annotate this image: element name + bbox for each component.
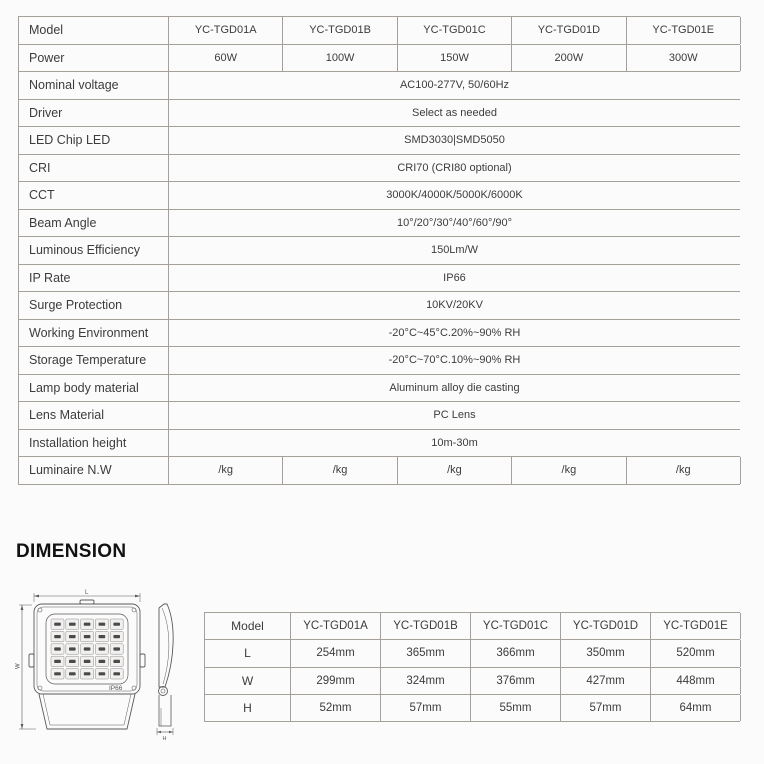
dim-label-l: L [85, 590, 89, 596]
table-row [19, 182, 740, 210]
table-row [19, 127, 740, 155]
cell-value-merged: IP66 [443, 271, 466, 284]
cell-value: 376mm [471, 668, 561, 694]
row-label: Nominal voltage [19, 72, 169, 99]
table-row [19, 155, 740, 183]
cell-value-merged: 10KV/20KV [426, 299, 483, 312]
cell-value-merged: 3000K/4000K/5000K/6000K [386, 189, 523, 202]
cell-value-merged: CRI70 (CRI80 optional) [397, 161, 512, 174]
cell-value-merged: SMD3030|SMD5050 [404, 134, 505, 147]
table-row [19, 265, 740, 293]
cell-value-merged: -20°C~45°C.20%~90% RH [388, 326, 521, 339]
cell-value: 64mm [651, 695, 741, 721]
cell-value: 365mm [381, 640, 471, 666]
dimension-table [204, 612, 740, 722]
row-label: IP Rate [19, 265, 169, 292]
table-row [19, 45, 740, 73]
cell-value: 520mm [651, 640, 741, 666]
cell-value: 60W [169, 45, 283, 72]
column-header: YC-TGD01A [291, 613, 381, 639]
cell-value-merged: -20°C~70°C.10%~90% RH [388, 354, 521, 367]
table-row [19, 17, 740, 45]
cell-value: YC-TGD01C [398, 17, 512, 44]
cell-value: YC-TGD01E [627, 17, 741, 44]
table-row [205, 640, 740, 667]
table-row [19, 430, 740, 458]
row-label: Installation height [19, 430, 169, 457]
row-label: Working Environment [19, 320, 169, 347]
dim-label-w: W [15, 663, 22, 669]
table-row [19, 402, 740, 430]
cell-value: 324mm [381, 668, 471, 694]
table-row [19, 457, 740, 485]
cell-value: 299mm [291, 668, 381, 694]
cell-value: 100W [283, 45, 397, 72]
column-header: YC-TGD01E [651, 613, 741, 639]
row-label: Power [19, 45, 169, 72]
table-row [19, 375, 740, 403]
cell-value-merged: PC Lens [433, 409, 476, 422]
table-header-row [205, 613, 740, 640]
dimension-heading: DIMENSION [16, 541, 127, 562]
row-label: Storage Temperature [19, 347, 169, 374]
cell-value: /kg [512, 457, 626, 484]
row-label: CCT [19, 182, 169, 209]
cell-value: /kg [169, 457, 283, 484]
table-row [19, 292, 740, 320]
row-label: Luminous Efficiency [19, 237, 169, 264]
cell-value: 350mm [561, 640, 651, 666]
row-label: Surge Protection [19, 292, 169, 319]
row-label: W [205, 668, 291, 694]
row-label: L [205, 640, 291, 666]
cell-value: 254mm [291, 640, 381, 666]
cell-value: /kg [398, 457, 512, 484]
row-label: H [205, 695, 291, 721]
cell-value-merged: 150Lm/W [430, 244, 479, 257]
table-row [19, 210, 740, 238]
row-label: Beam Angle [19, 210, 169, 237]
cell-value: 55mm [471, 695, 561, 721]
side-view-drawing [157, 604, 173, 735]
table-row [19, 237, 740, 265]
cell-value-merged: Select as needed [411, 106, 497, 119]
dim-label-h: H [162, 736, 167, 742]
cell-value-merged: AC100-277V, 50/60Hz [399, 79, 510, 92]
cell-value: 57mm [381, 695, 471, 721]
cell-value: 150W [398, 45, 512, 72]
cell-value: YC-TGD01A [169, 17, 283, 44]
cell-value-merged: 10m-30m [431, 436, 478, 449]
row-label: CRI [19, 155, 169, 182]
cell-value: YC-TGD01D [512, 17, 626, 44]
row-label: Lamp body material [19, 375, 169, 402]
cell-value: 57mm [561, 695, 651, 721]
cell-value: 448mm [651, 668, 741, 694]
spec-table [18, 16, 740, 485]
cell-value: YC-TGD01B [283, 17, 397, 44]
row-label: LED Chip LED [19, 127, 169, 154]
table-row [19, 100, 740, 128]
cell-value: 52mm [291, 695, 381, 721]
column-header: YC-TGD01B [381, 613, 471, 639]
row-label: Driver [19, 100, 169, 127]
table-row [19, 347, 740, 375]
column-header: YC-TGD01D [561, 613, 651, 639]
cell-value: 200W [512, 45, 626, 72]
cell-value: /kg [283, 457, 397, 484]
product-dimension-drawing [14, 588, 214, 764]
cell-value-merged: Aluminum alloy die casting [389, 381, 520, 394]
led-grid [51, 619, 123, 679]
table-row [19, 320, 740, 348]
cell-value: 300W [627, 45, 741, 72]
table-row [19, 72, 740, 100]
cell-value: /kg [627, 457, 741, 484]
front-view-drawing [19, 593, 145, 729]
table-row [205, 668, 740, 695]
column-header: YC-TGD01C [471, 613, 561, 639]
cell-value-merged: 10°/20°/30°/40°/60°/90° [396, 216, 513, 229]
row-label: Lens Material [19, 402, 169, 429]
cell-value: 366mm [471, 640, 561, 666]
cell-value: 427mm [561, 668, 651, 694]
row-label: Luminaire N.W [19, 457, 169, 484]
row-label: Model [19, 17, 169, 44]
table-row [205, 695, 740, 722]
ip-rating-label: IP66 [109, 685, 123, 692]
column-header: Model [205, 613, 291, 639]
